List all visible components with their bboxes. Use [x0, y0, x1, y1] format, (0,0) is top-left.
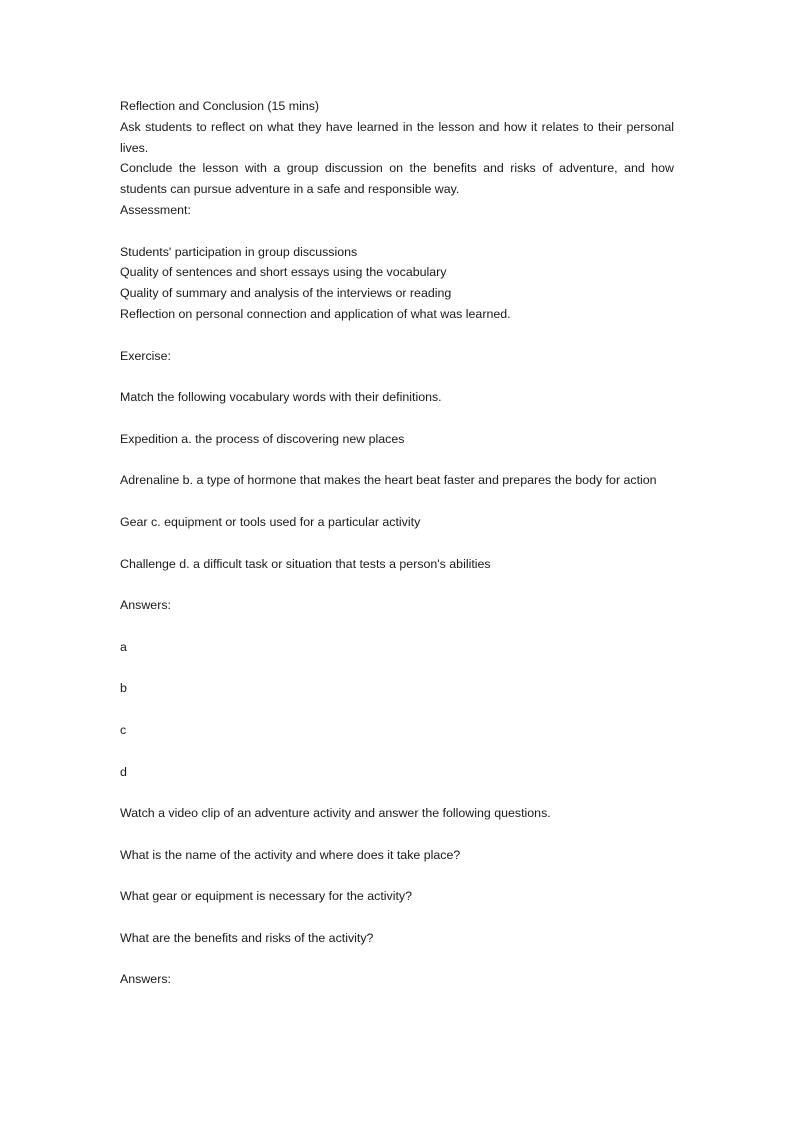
- question-item: What are the benefits and risks of the activity?: [120, 930, 374, 945]
- vocab-item: Expedition a. the process of discovering new places: [120, 431, 405, 446]
- vocab-item: Adrenaline b. a type of hormone that makes the heart beat faster and prepares the body for action: [120, 473, 657, 488]
- vocab-item: Challenge d. a difficult task or situation that tests a person's abilities: [120, 556, 491, 571]
- answers-heading-2: Answers:: [120, 972, 171, 987]
- assessment-item: Reflection on personal connection and application of what was learned.: [120, 306, 511, 321]
- assessment-item: Quality of sentences and short essays using the vocabulary: [120, 265, 447, 280]
- exercise-instruction: Match the following vocabulary words with their definitions.: [120, 390, 442, 405]
- reflection-paragraph-1: Ask students to reflect on what they have learned in the lesson and how it relates to their personal lives.: [120, 119, 674, 155]
- question-item: What gear or equipment is necessary for the activity?: [120, 889, 413, 904]
- answer-item: a: [120, 639, 127, 654]
- reflection-paragraph-2: Conclude the lesson with a group discussion on the benefits and risks of adventure, and how students can pursue adventure in a safe and responsible way.: [120, 161, 674, 197]
- answers-heading: Answers:: [120, 598, 171, 613]
- answer-item: d: [120, 764, 127, 779]
- video-instruction: Watch a video clip of an adventure activity and answer the following questions.: [120, 806, 551, 821]
- assessment-item: Quality of summary and analysis of the interviews or reading: [120, 286, 452, 301]
- answer-item: c: [120, 722, 127, 737]
- reflection-heading: Reflection and Conclusion (15 mins): [120, 99, 320, 113]
- answer-item: b: [120, 681, 127, 696]
- assessment-heading: Assessment:: [120, 202, 191, 217]
- document-page: [120, 96, 674, 990]
- exercise-heading: Exercise:: [120, 348, 171, 363]
- assessment-item: Students' participation in group discussions: [120, 244, 358, 259]
- vocab-item: Gear c. equipment or tools used for a particular activity: [120, 514, 421, 529]
- question-item: What is the name of the activity and where does it take place?: [120, 847, 461, 862]
